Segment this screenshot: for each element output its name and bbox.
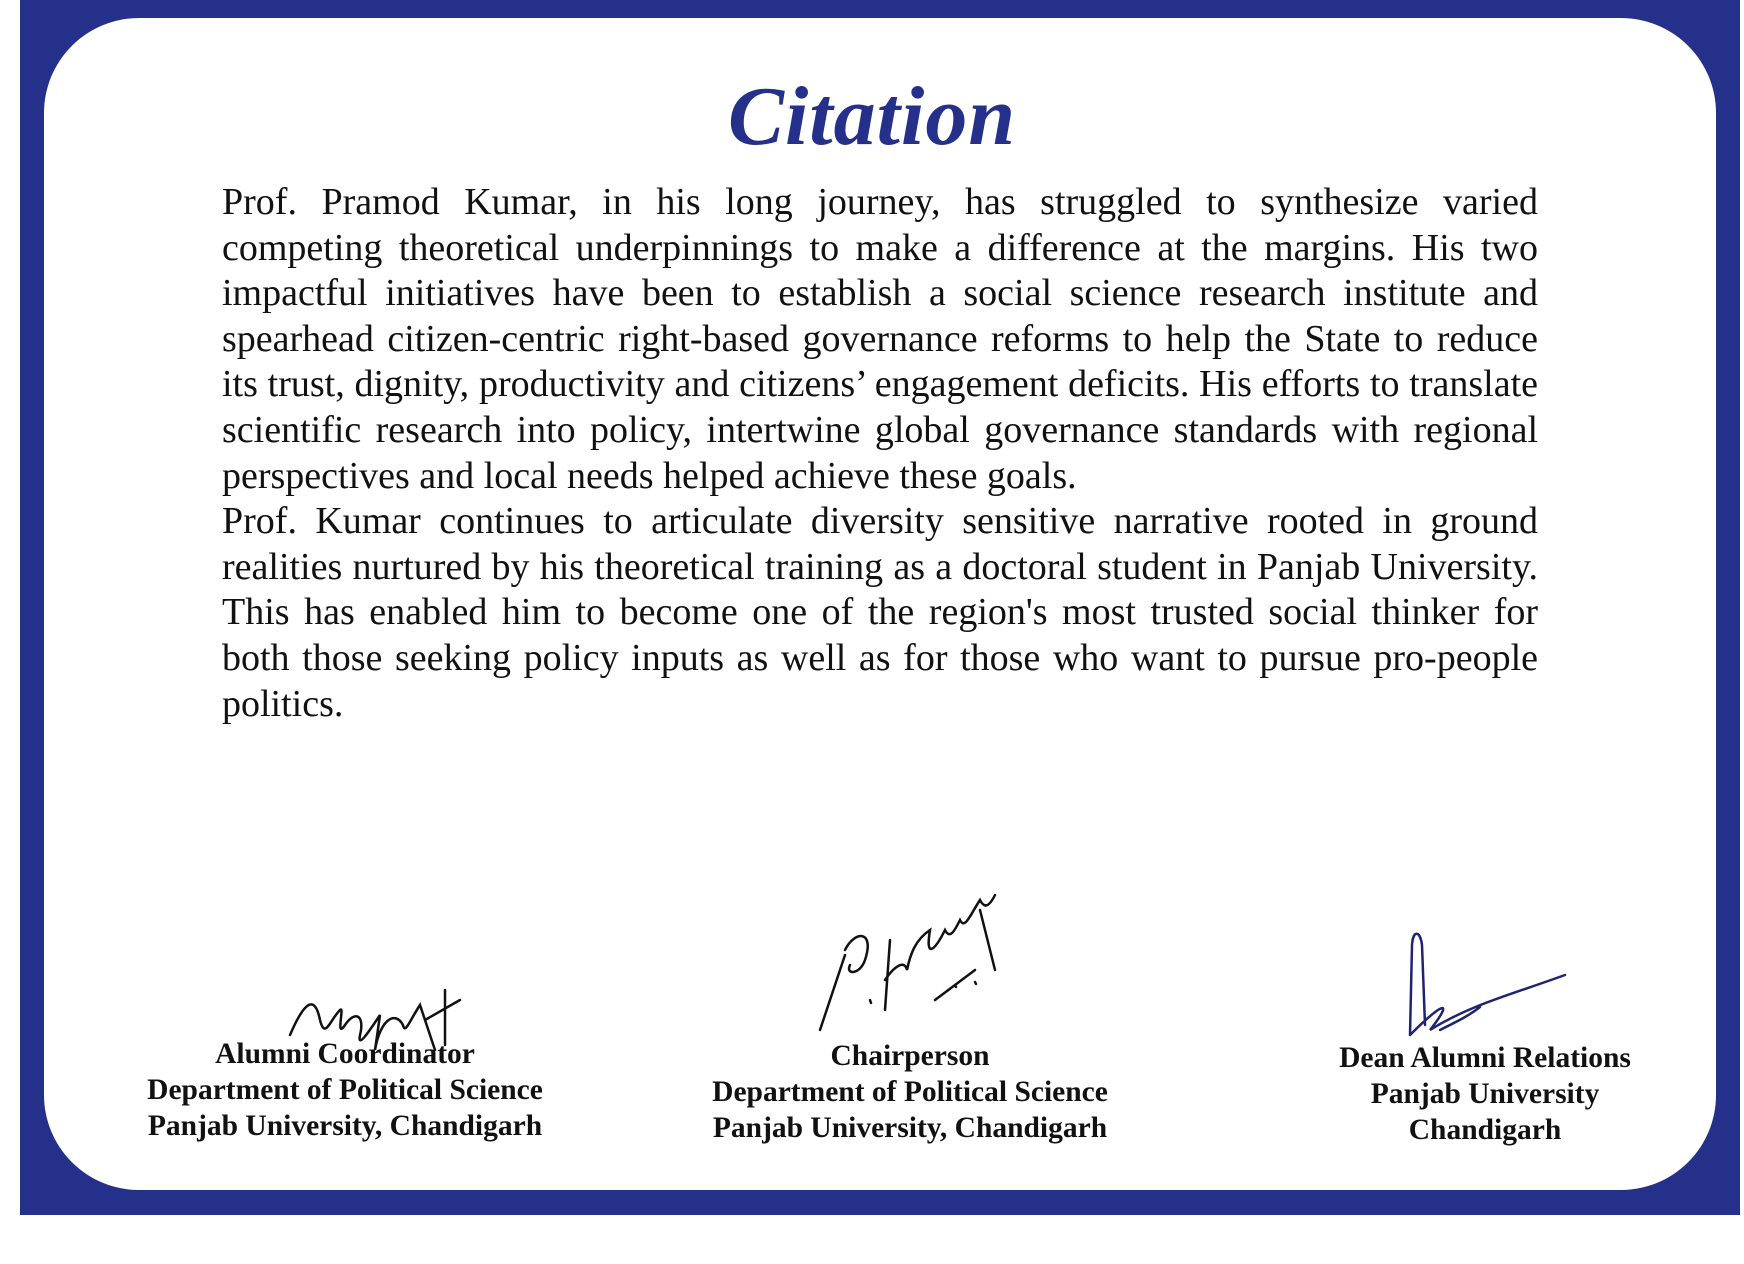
- certificate-title: Citation: [727, 70, 1017, 163]
- signatory-alumni-coordinator: [100, 1036, 590, 1144]
- signatory-institution: Chandigarh: [1408, 1114, 1562, 1146]
- signatory-title: Dean Alumni Relations: [1339, 1042, 1631, 1074]
- citation-paragraph-1: Prof. Pramod Kumar, in his long journey, has struggled to synthesize varied competing theoretical underpinnings to make a difference at the margins. His two impactful initiatives have been to establish a social science research institute and spearhead citizen-centric right-based governance reforms to help the State to reduce its trust, dignity, productivity and citizens’ engagement deficits. His efforts to translate scientific research into policy, intertwine global governance standards with regional perspectives and local needs helped achieve these goals.: [222, 181, 1538, 497]
- signatory-dean: [1280, 1040, 1690, 1148]
- signatory-department: Department of Political Science: [712, 1076, 1108, 1108]
- signatory-department: Panjab University: [1370, 1078, 1600, 1110]
- signatory-title: Alumni Coordinator: [215, 1038, 475, 1070]
- signature-dean: [1390, 925, 1570, 1045]
- signatory-chairperson: [660, 1038, 1160, 1146]
- signature-chairperson: [815, 870, 1015, 1030]
- citation-paragraph-2: Prof. Kumar continues to articulate diversity sensitive narrative rooted in ground realities nurtured by his theoretical training as a doctoral student in Panjab University. This has enabled him to become one of the region's most trusted social thinker for both those seeking policy inputs as well as for those who want to pursue pro-people politics.: [222, 500, 1538, 725]
- citation-body: [222, 180, 1538, 727]
- signatory-institution: Panjab University, Chandigarh: [147, 1110, 543, 1142]
- signatory-institution: Panjab University, Chandigarh: [712, 1112, 1108, 1144]
- signatory-title: Chairperson: [830, 1040, 990, 1072]
- signatory-department: Department of Political Science: [147, 1074, 543, 1106]
- page-margin: [0, 1215, 1744, 1264]
